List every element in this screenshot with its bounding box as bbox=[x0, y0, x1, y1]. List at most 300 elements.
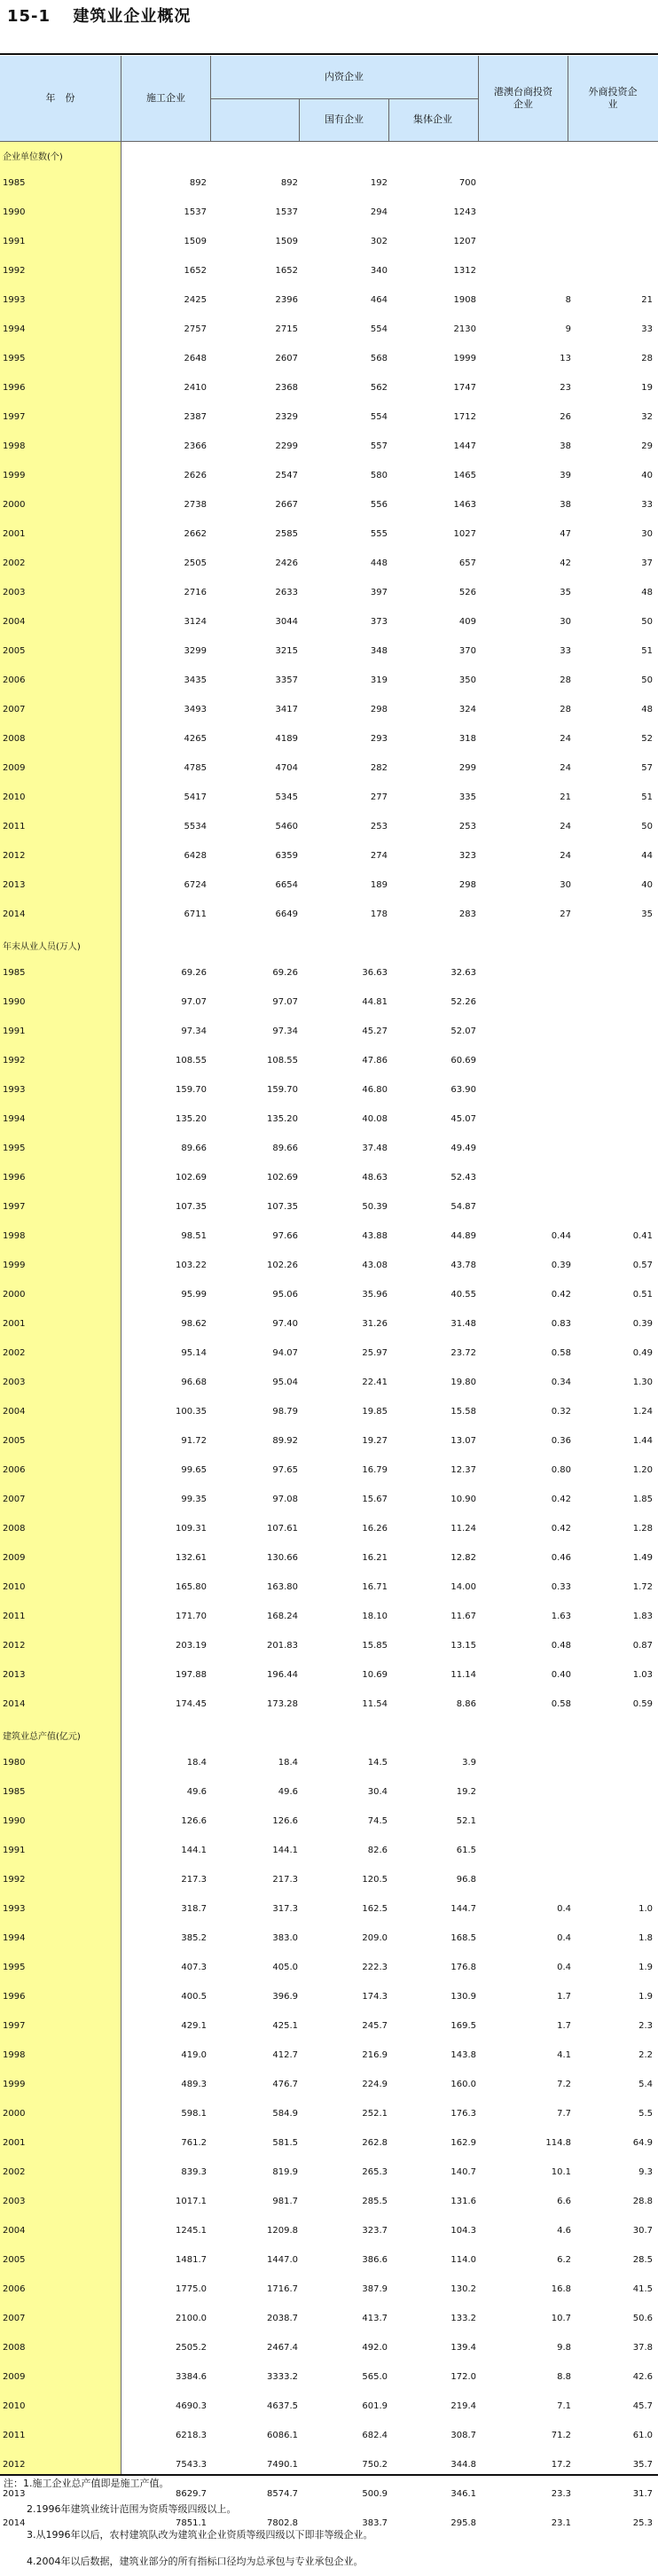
cell-value: 35.96 bbox=[362, 1290, 388, 1300]
cell-value: 1716.7 bbox=[267, 2284, 298, 2294]
cell-value: 209.0 bbox=[362, 1933, 388, 1943]
cell-value: 44 bbox=[641, 851, 653, 861]
cell-value: 601.9 bbox=[362, 2401, 388, 2411]
table-row bbox=[0, 2336, 658, 2365]
header-hk: 港澳台商投资企业 bbox=[494, 86, 552, 110]
table-row bbox=[0, 1136, 658, 1166]
cell-value: 168.5 bbox=[450, 1933, 476, 1943]
cell-value: 28 bbox=[641, 354, 653, 363]
cell-value: 1463 bbox=[453, 500, 476, 510]
cell-value: 52.1 bbox=[456, 1816, 476, 1826]
cell-value: 31.48 bbox=[450, 1319, 476, 1329]
cell-value: 2467.4 bbox=[267, 2343, 298, 2353]
cell-value: 1999 bbox=[453, 354, 476, 363]
cell-value: 409 bbox=[458, 617, 476, 627]
cell-value: 48 bbox=[641, 705, 653, 714]
table-row bbox=[0, 1166, 658, 1195]
row-year: 2013 bbox=[3, 2489, 26, 2499]
cell-value: 2410 bbox=[184, 383, 207, 393]
row-year: 2009 bbox=[3, 1553, 26, 1563]
cell-value: 192 bbox=[370, 178, 388, 188]
table-row bbox=[0, 376, 658, 405]
cell-value: 57 bbox=[641, 763, 653, 773]
cell-value: 1747 bbox=[453, 383, 476, 393]
top-rule bbox=[0, 53, 658, 55]
cell-value: 0.87 bbox=[632, 1641, 653, 1651]
cell-value: 0.57 bbox=[632, 1261, 653, 1270]
row-year: 2001 bbox=[3, 1319, 26, 1329]
cell-value: 429.1 bbox=[181, 2021, 207, 2031]
cell-value: 30 bbox=[560, 617, 571, 627]
cell-value: 0.40 bbox=[551, 1670, 571, 1680]
cell-value: 1537 bbox=[275, 207, 298, 217]
table-row bbox=[0, 288, 658, 317]
cell-value: 3384.6 bbox=[176, 2372, 207, 2382]
cell-value: 7490.1 bbox=[267, 2460, 298, 2470]
cell-value: 554 bbox=[370, 412, 388, 422]
cell-value: 176.3 bbox=[450, 2109, 476, 2119]
table-row bbox=[0, 1575, 658, 1604]
table-row bbox=[0, 1955, 658, 1985]
cell-value: 0.4 bbox=[557, 1933, 571, 1943]
cell-value: 189 bbox=[370, 880, 388, 890]
table-row bbox=[0, 1751, 658, 1780]
cell-value: 283 bbox=[458, 909, 476, 919]
cell-value: 419.0 bbox=[181, 2050, 207, 2060]
cell-value: 19.2 bbox=[456, 1787, 476, 1797]
table-row bbox=[0, 1663, 658, 1692]
cell-value: 1.30 bbox=[632, 1378, 653, 1387]
cell-value: 98.51 bbox=[181, 1231, 207, 1241]
row-year: 1992 bbox=[3, 1056, 26, 1066]
cell-value: 2038.7 bbox=[267, 2314, 298, 2323]
cell-value: 19.27 bbox=[362, 1436, 388, 1446]
table-row bbox=[0, 873, 658, 902]
row-year: 2006 bbox=[3, 1465, 26, 1475]
note-1: 注：1.施工企业总产值即是施工产值。 bbox=[4, 2478, 169, 2489]
table-row bbox=[0, 2307, 658, 2336]
cell-value: 274 bbox=[370, 851, 388, 861]
cell-value: 346.1 bbox=[450, 2489, 476, 2499]
cell-value: 253 bbox=[370, 822, 388, 831]
cell-value: 174.3 bbox=[362, 1992, 388, 2002]
cell-value: 2633 bbox=[275, 588, 298, 597]
cell-value: 69.26 bbox=[181, 968, 207, 978]
cell-value: 294 bbox=[370, 207, 388, 217]
row-year: 2002 bbox=[3, 2167, 26, 2177]
cell-value: 130.2 bbox=[450, 2284, 476, 2294]
cell-value: 13 bbox=[560, 354, 571, 363]
cell-value: 2607 bbox=[275, 354, 298, 363]
row-year: 2010 bbox=[3, 1582, 26, 1592]
cell-value: 21 bbox=[560, 792, 571, 802]
table-row bbox=[0, 1838, 658, 1868]
cell-value: 1908 bbox=[453, 295, 476, 305]
cell-value: 144.7 bbox=[450, 1904, 476, 1914]
cell-value: 8.86 bbox=[456, 1699, 476, 1709]
table-row bbox=[0, 2248, 658, 2277]
cell-value: 598.1 bbox=[181, 2109, 207, 2119]
row-year: 2014 bbox=[3, 1699, 26, 1709]
cell-value: 217.3 bbox=[272, 1875, 298, 1885]
cell-value: 114.0 bbox=[450, 2255, 476, 2265]
cell-value: 30.4 bbox=[367, 1787, 388, 1797]
cell-value: 82.6 bbox=[367, 1846, 388, 1855]
cell-value: 98.79 bbox=[272, 1407, 298, 1417]
cell-value: 6086.1 bbox=[267, 2431, 298, 2440]
cell-value: 387.9 bbox=[362, 2284, 388, 2294]
table-row bbox=[0, 844, 658, 873]
cell-value: 396.9 bbox=[272, 1992, 298, 2002]
cell-value: 318.7 bbox=[181, 1904, 207, 1914]
cell-value: 5.5 bbox=[638, 2109, 653, 2119]
row-year: 2009 bbox=[3, 763, 26, 773]
cell-value: 373 bbox=[370, 617, 388, 627]
cell-value: 340 bbox=[370, 266, 388, 276]
table-row bbox=[0, 581, 658, 610]
cell-value: 96.8 bbox=[456, 1875, 476, 1885]
cell-value: 35 bbox=[560, 588, 571, 597]
cell-value: 7.1 bbox=[557, 2401, 571, 2411]
cell-value: 0.36 bbox=[551, 1436, 571, 1446]
cell-value: 50.6 bbox=[632, 2314, 653, 2323]
cell-value: 12.82 bbox=[450, 1553, 476, 1563]
cell-value: 8 bbox=[565, 295, 571, 305]
table-row bbox=[0, 551, 658, 581]
cell-value: 15.58 bbox=[450, 1407, 476, 1417]
table-row bbox=[0, 1429, 658, 1458]
cell-value: 102.69 bbox=[176, 1173, 207, 1183]
cell-value: 1243 bbox=[453, 207, 476, 217]
cell-value: 25.97 bbox=[362, 1348, 388, 1358]
cell-value: 102.69 bbox=[267, 1173, 298, 1183]
page-title bbox=[7, 4, 191, 27]
cell-value: 0.42 bbox=[551, 1290, 571, 1300]
section-header-row bbox=[0, 932, 658, 961]
cell-value: 500.9 bbox=[362, 2489, 388, 2499]
cell-value: 28 bbox=[560, 675, 571, 685]
table-row bbox=[0, 668, 658, 698]
row-year: 1994 bbox=[3, 1114, 26, 1124]
cell-value: 1.28 bbox=[632, 1524, 653, 1534]
cell-value: 4704 bbox=[275, 763, 298, 773]
row-year: 1995 bbox=[3, 354, 26, 363]
table-row bbox=[0, 1049, 658, 1078]
cell-value: 41.5 bbox=[632, 2284, 653, 2294]
cell-value: 52 bbox=[641, 734, 653, 744]
cell-value: 24 bbox=[560, 763, 571, 773]
cell-value: 6428 bbox=[184, 851, 207, 861]
cell-value: 135.20 bbox=[267, 1114, 298, 1124]
cell-value: 36.63 bbox=[362, 968, 388, 978]
cell-value: 6218.3 bbox=[176, 2431, 207, 2440]
cell-value: 1.9 bbox=[638, 1992, 653, 2002]
cell-value: 5534 bbox=[184, 822, 207, 831]
cell-value: 37.48 bbox=[362, 1144, 388, 1153]
row-year: 2002 bbox=[3, 1348, 26, 1358]
cell-value: 108.55 bbox=[176, 1056, 207, 1066]
table-row bbox=[0, 1692, 658, 1721]
cell-value: 13.07 bbox=[450, 1436, 476, 1446]
cell-value: 43.78 bbox=[450, 1261, 476, 1270]
cell-value: 1.03 bbox=[632, 1670, 653, 1680]
cell-value: 555 bbox=[370, 529, 388, 539]
cell-value: 11.67 bbox=[450, 1612, 476, 1621]
cell-value: 48.63 bbox=[362, 1173, 388, 1183]
cell-value: 196.44 bbox=[267, 1670, 298, 1680]
cell-value: 171.70 bbox=[176, 1612, 207, 1621]
table-row bbox=[0, 902, 658, 932]
cell-value: 40 bbox=[641, 880, 653, 890]
cell-value: 40.08 bbox=[362, 1114, 388, 1124]
row-year: 2006 bbox=[3, 675, 26, 685]
row-year: 1998 bbox=[3, 1231, 26, 1241]
row-year: 1999 bbox=[3, 471, 26, 480]
cell-value: 100.35 bbox=[176, 1407, 207, 1417]
cell-value: 12.37 bbox=[450, 1465, 476, 1475]
cell-value: 0.59 bbox=[632, 1699, 653, 1709]
cell-value: 4265 bbox=[184, 734, 207, 744]
cell-value: 43.08 bbox=[362, 1261, 388, 1270]
cell-value: 1.9 bbox=[638, 1963, 653, 1972]
cell-value: 33 bbox=[641, 324, 653, 334]
cell-value: 114.8 bbox=[545, 2138, 571, 2148]
cell-value: 160.0 bbox=[450, 2080, 476, 2089]
table-row bbox=[0, 1868, 658, 1897]
cell-value: 295.8 bbox=[450, 2518, 476, 2528]
table-row bbox=[0, 2190, 658, 2219]
table-row bbox=[0, 1517, 658, 1546]
cell-value: 299 bbox=[458, 763, 476, 773]
cell-value: 317.3 bbox=[272, 1904, 298, 1914]
cell-value: 45.7 bbox=[632, 2401, 653, 2411]
row-year: 2012 bbox=[3, 851, 26, 861]
cell-value: 1447.0 bbox=[267, 2255, 298, 2265]
cell-value: 385.2 bbox=[181, 1933, 207, 1943]
cell-value: 42 bbox=[560, 558, 571, 568]
table-row bbox=[0, 1195, 658, 1224]
row-year: 2012 bbox=[3, 2460, 26, 2470]
cell-value: 580 bbox=[370, 471, 388, 480]
cell-value: 1.85 bbox=[632, 1495, 653, 1504]
cell-value: 253 bbox=[458, 822, 476, 831]
cell-value: 109.31 bbox=[176, 1524, 207, 1534]
table-row bbox=[0, 2219, 658, 2248]
cell-value: 108.55 bbox=[267, 1056, 298, 1066]
cell-value: 400.5 bbox=[181, 1992, 207, 2002]
cell-value: 35 bbox=[641, 909, 653, 919]
cell-value: 49.6 bbox=[186, 1787, 207, 1797]
cell-value: 45.07 bbox=[450, 1114, 476, 1124]
cell-value: 2130 bbox=[453, 324, 476, 334]
cell-value: 37.8 bbox=[632, 2343, 653, 2353]
table-row bbox=[0, 522, 658, 551]
cell-value: 10.1 bbox=[551, 2167, 571, 2177]
cell-value: 557 bbox=[370, 441, 388, 451]
cell-value: 222.3 bbox=[362, 1963, 388, 1972]
cell-value: 19.85 bbox=[362, 1407, 388, 1417]
cell-value: 159.70 bbox=[176, 1085, 207, 1095]
cell-value: 61.5 bbox=[456, 1846, 476, 1855]
cell-value: 1027 bbox=[453, 529, 476, 539]
cell-value: 2738 bbox=[184, 500, 207, 510]
table-row bbox=[0, 1370, 658, 1400]
row-year: 2014 bbox=[3, 2518, 26, 2528]
cell-value: 45.27 bbox=[362, 1026, 388, 1036]
cell-value: 1537 bbox=[184, 207, 207, 217]
cell-value: 14.5 bbox=[367, 1758, 388, 1768]
cell-value: 6.6 bbox=[557, 2197, 571, 2206]
table-row bbox=[0, 2365, 658, 2394]
cell-value: 96.68 bbox=[181, 1378, 207, 1387]
cell-value: 348 bbox=[370, 646, 388, 656]
table-row bbox=[0, 1312, 658, 1341]
cell-value: 1.44 bbox=[632, 1436, 653, 1446]
cell-value: 4.6 bbox=[557, 2226, 571, 2236]
row-year: 2008 bbox=[3, 1524, 26, 1534]
cell-value: 16.26 bbox=[362, 1524, 388, 1534]
cell-value: 0.80 bbox=[551, 1465, 571, 1475]
cell-value: 386.6 bbox=[362, 2255, 388, 2265]
cell-value: 144.1 bbox=[181, 1846, 207, 1855]
cell-value: 97.08 bbox=[272, 1495, 298, 1504]
cell-value: 323.7 bbox=[362, 2226, 388, 2236]
cell-value: 107.61 bbox=[267, 1524, 298, 1534]
cell-value: 1312 bbox=[453, 266, 476, 276]
row-year: 2013 bbox=[3, 1670, 26, 1680]
table-row bbox=[0, 2277, 658, 2307]
header-year: 年 份 bbox=[45, 92, 75, 104]
cell-value: 173.28 bbox=[267, 1699, 298, 1709]
row-year: 1994 bbox=[3, 324, 26, 334]
row-year: 1993 bbox=[3, 1904, 26, 1914]
cell-value: 144.1 bbox=[272, 1846, 298, 1855]
table-row bbox=[0, 727, 658, 756]
cell-value: 1209.8 bbox=[267, 2226, 298, 2236]
row-year: 1990 bbox=[3, 1816, 26, 1826]
cell-value: 89.66 bbox=[181, 1144, 207, 1153]
col-divider bbox=[478, 56, 479, 141]
cell-value: 16.8 bbox=[551, 2284, 571, 2294]
cell-value: 4.1 bbox=[557, 2050, 571, 2060]
cell-value: 15.67 bbox=[362, 1495, 388, 1504]
row-year: 2005 bbox=[3, 646, 26, 656]
cell-value: 0.42 bbox=[551, 1524, 571, 1534]
cell-value: 174.45 bbox=[176, 1699, 207, 1709]
cell-value: 1.72 bbox=[632, 1582, 653, 1592]
cell-value: 97.65 bbox=[272, 1465, 298, 1475]
table-row bbox=[0, 405, 658, 434]
cell-value: 130.66 bbox=[267, 1553, 298, 1563]
cell-value: 4637.5 bbox=[267, 2401, 298, 2411]
cell-value: 3124 bbox=[184, 617, 207, 627]
cell-value: 0.33 bbox=[551, 1582, 571, 1592]
cell-value: 97.34 bbox=[272, 1026, 298, 1036]
cell-value: 318 bbox=[458, 734, 476, 744]
note-3: 3.从1996年以后，农村建筑队改为建筑业企业资质等级四级以下即非等级企业。 bbox=[27, 2529, 373, 2541]
cell-value: 47.86 bbox=[362, 1056, 388, 1066]
cell-value: 32.63 bbox=[450, 968, 476, 978]
row-year: 1996 bbox=[3, 1173, 26, 1183]
cell-value: 99.35 bbox=[181, 1495, 207, 1504]
cell-value: 1017.1 bbox=[176, 2197, 207, 2206]
cell-value: 219.4 bbox=[450, 2401, 476, 2411]
cell-value: 293 bbox=[370, 734, 388, 744]
cell-value: 14.00 bbox=[450, 1582, 476, 1592]
cell-value: 323 bbox=[458, 851, 476, 861]
table-title: 建筑业企业概况 bbox=[73, 7, 192, 26]
cell-value: 413.7 bbox=[362, 2314, 388, 2323]
cell-value: 22.41 bbox=[362, 1378, 388, 1387]
table-row bbox=[0, 230, 658, 259]
cell-value: 40 bbox=[641, 471, 653, 480]
table-row bbox=[0, 1546, 658, 1575]
cell-value: 16.71 bbox=[362, 1582, 388, 1592]
cell-value: 1465 bbox=[453, 471, 476, 480]
cell-value: 1447 bbox=[453, 441, 476, 451]
table-row bbox=[0, 347, 658, 376]
section-label: 年末从业人员(万人) bbox=[3, 942, 81, 952]
cell-value: 132.61 bbox=[176, 1553, 207, 1563]
section-header-row bbox=[0, 142, 658, 171]
cell-value: 285.5 bbox=[362, 2197, 388, 2206]
cell-value: 0.44 bbox=[551, 1231, 571, 1241]
cell-value: 2396 bbox=[275, 295, 298, 305]
cell-value: 50 bbox=[641, 675, 653, 685]
cell-value: 2662 bbox=[184, 529, 207, 539]
section-header-row bbox=[0, 1721, 658, 1751]
cell-value: 163.80 bbox=[267, 1582, 298, 1592]
cell-value: 60.69 bbox=[450, 1056, 476, 1066]
cell-value: 203.19 bbox=[176, 1641, 207, 1651]
cell-value: 1.24 bbox=[632, 1407, 653, 1417]
cell-value: 383.7 bbox=[362, 2518, 388, 2528]
table-row bbox=[0, 171, 658, 200]
cell-value: 0.49 bbox=[632, 1348, 653, 1358]
table-row bbox=[0, 1634, 658, 1663]
cell-value: 761.2 bbox=[181, 2138, 207, 2148]
cell-value: 0.32 bbox=[551, 1407, 571, 1417]
cell-value: 23 bbox=[560, 383, 571, 393]
cell-value: 562 bbox=[370, 383, 388, 393]
row-year: 2005 bbox=[3, 2255, 26, 2265]
cell-value: 0.46 bbox=[551, 1553, 571, 1563]
table-row bbox=[0, 1487, 658, 1517]
row-year: 1991 bbox=[3, 237, 26, 246]
cell-value: 1207 bbox=[453, 237, 476, 246]
row-year: 1991 bbox=[3, 1846, 26, 1855]
table-row bbox=[0, 434, 658, 464]
cell-value: 37 bbox=[641, 558, 653, 568]
row-year: 2005 bbox=[3, 1436, 26, 1446]
row-year: 2000 bbox=[3, 500, 26, 510]
row-year: 2012 bbox=[3, 1641, 26, 1651]
cell-value: 2368 bbox=[275, 383, 298, 393]
cell-value: 10.7 bbox=[551, 2314, 571, 2323]
cell-value: 48 bbox=[641, 588, 653, 597]
table-code: 15-1 bbox=[7, 7, 51, 26]
cell-value: 6649 bbox=[275, 909, 298, 919]
row-year: 2000 bbox=[3, 2109, 26, 2119]
cell-value: 97.40 bbox=[272, 1319, 298, 1329]
row-year: 1996 bbox=[3, 1992, 26, 2002]
cell-value: 18.4 bbox=[186, 1758, 207, 1768]
table-row bbox=[0, 1458, 658, 1487]
cell-value: 97.34 bbox=[181, 1026, 207, 1036]
cell-value: 1652 bbox=[275, 266, 298, 276]
cell-value: 298 bbox=[458, 880, 476, 890]
cell-value: 8574.7 bbox=[267, 2489, 298, 2499]
